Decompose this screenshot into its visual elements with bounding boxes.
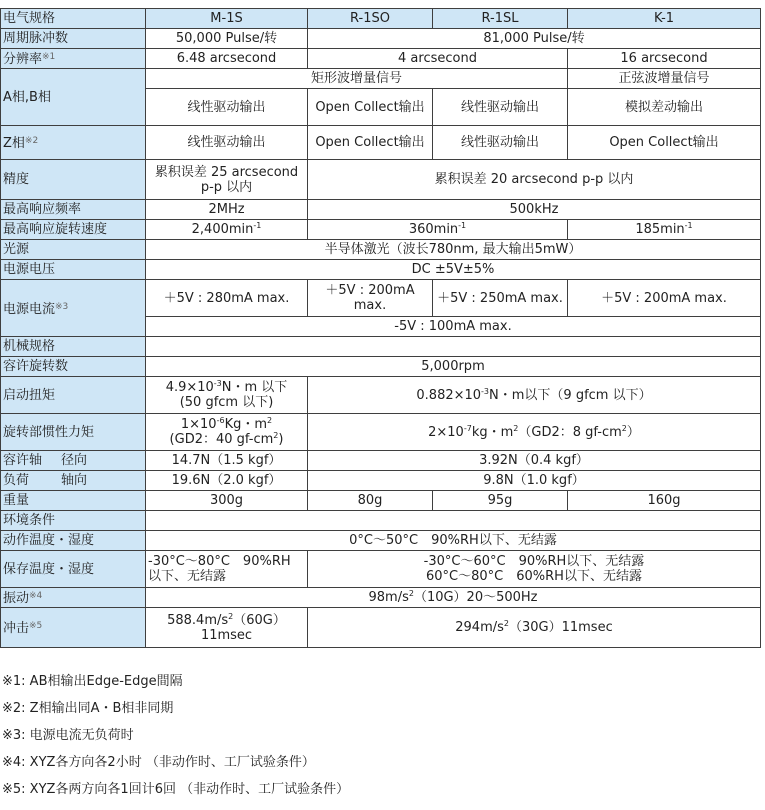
footnote: ※2: Z相输出同A・B相非同期 <box>2 701 174 716</box>
row-label <box>1 126 146 160</box>
table-row <box>1 69 761 89</box>
value-text: 4.9×10 <box>165 380 214 395</box>
cell-value <box>568 220 761 240</box>
table-row <box>1 49 761 69</box>
cell-value: 80g <box>308 491 433 511</box>
row-label: 重量 <box>1 491 146 511</box>
value-text: Kg・m <box>224 417 268 432</box>
label-text: 轴向 <box>61 473 88 488</box>
cell-value: 5,000rpm <box>146 357 761 377</box>
section-row-mechanical <box>1 337 761 357</box>
exponent: 2 <box>503 619 509 628</box>
row-label: 动作温度・湿度 <box>1 531 146 551</box>
exponent: 2 <box>273 431 279 440</box>
footnote: ※3: 电源电流无负荷时 <box>2 728 134 743</box>
value-text: (GD2：40 gf-cm <box>169 432 274 447</box>
table-row <box>1 491 761 511</box>
footnote-mark: ※1 <box>42 52 56 62</box>
cell-value: 500kHz <box>308 200 761 220</box>
footnote-mark: ※4 <box>29 591 43 601</box>
row-label <box>1 280 146 337</box>
value-text: 0.882×10 <box>416 387 482 403</box>
empty-cell <box>146 337 761 357</box>
cell-value: 16 arcsecond <box>568 49 761 69</box>
value-line: -30°C～80°C 90%RH <box>148 554 291 569</box>
label-text: Z相 <box>3 136 25 151</box>
table-row <box>1 377 761 414</box>
exponent: -6 <box>216 416 225 425</box>
row-label <box>1 588 146 608</box>
exponent: -1 <box>684 221 693 230</box>
row-label: 光源 <box>1 240 146 260</box>
footnote: ※1: AB相输出Edge-Edge間隔 <box>2 674 183 689</box>
cell-value <box>308 551 761 588</box>
table-row <box>1 200 761 220</box>
cell-value: 矩形波增量信号 <box>146 69 568 89</box>
value-line: 以下、无结露 <box>148 569 227 584</box>
row-label: 启动扭矩 <box>1 377 146 414</box>
cell-value <box>308 414 761 451</box>
cell-value: 2MHz <box>146 200 308 220</box>
col-header-r1sl: R-1SL <box>433 9 568 29</box>
row-label <box>1 471 146 491</box>
table-row <box>1 160 761 200</box>
footnote: ※5: XYZ各两方向各1回计6回 （非动作时、工厂试验条件） <box>2 782 350 797</box>
cell-value: 81,000 Pulse/转 <box>308 29 761 49</box>
value-text: 98m/s <box>368 590 409 605</box>
cell-value <box>308 377 761 414</box>
value-line: 60°C～80°C 60%RH以下、无结露 <box>426 569 642 584</box>
row-label: 容许旋转数 <box>1 357 146 377</box>
value-line: 11msec <box>200 627 253 643</box>
cell-value: 4 arcsecond <box>308 49 568 69</box>
row-label <box>1 451 146 471</box>
table-row <box>1 126 761 160</box>
value-line <box>148 417 305 432</box>
row-label: 保存温度・湿度 <box>1 551 146 588</box>
footnote-mark: ※2 <box>24 136 39 146</box>
table-row <box>1 608 761 648</box>
table-row <box>1 240 761 260</box>
row-label: A相,B相 <box>1 69 146 126</box>
footnote: ※4: XYZ各方向各2小时 （非动作时、工厂试验条件） <box>2 755 315 770</box>
label-text: 电源电流 <box>3 301 56 317</box>
value-text: 2×10 <box>428 424 464 440</box>
cell-value: 300g <box>146 491 308 511</box>
cell-value <box>308 608 761 648</box>
exponent: -3 <box>213 379 222 388</box>
row-label: 旋转部惯性力矩 <box>1 414 146 451</box>
value-line <box>148 432 305 447</box>
cell-value: 3.92N（0.4 kgf） <box>308 451 761 471</box>
footnotes <box>2 668 762 803</box>
cell-value: 累积误差 25 arcsecond p-p 以内 <box>146 160 308 200</box>
table-row <box>1 551 761 588</box>
cell-value: 线性驱动输出 <box>433 89 568 126</box>
value-line <box>148 613 305 628</box>
cell-value: ＋5V : 280mA max. <box>146 280 308 317</box>
label-text: 容许轴 <box>3 453 43 468</box>
table-row <box>1 29 761 49</box>
exponent: -1 <box>458 221 467 230</box>
cell-value: DC ±5V±5% <box>146 260 761 280</box>
table-row <box>1 220 761 240</box>
cell-value: 线性驱动输出 <box>433 126 568 160</box>
col-header-k1: K-1 <box>568 9 761 29</box>
cell-value: Open Collect输出 <box>308 126 433 160</box>
cell-value: 正弦波增量信号 <box>568 69 761 89</box>
cell-value <box>146 551 308 588</box>
table-row <box>1 414 761 451</box>
value-line: -30°C～60°C 90%RH以下、无结露 <box>423 554 645 569</box>
value-text: 185min <box>635 222 685 237</box>
value-text: 294m/s <box>455 620 504 635</box>
exponent: 2 <box>228 611 234 621</box>
cell-value: 半导体激光（波长780nm, 最大输出5mW） <box>146 240 761 260</box>
section-title-mechanical: 机械规格 <box>1 337 146 357</box>
cell-value: Open Collect输出 <box>308 89 433 126</box>
row-label <box>1 608 146 648</box>
cell-value: 160g <box>568 491 761 511</box>
row-label: 周期脉冲数 <box>1 29 146 49</box>
cell-value <box>146 220 308 240</box>
table-header-row <box>1 9 761 29</box>
exponent: 2 <box>513 423 519 433</box>
value-text: ） <box>626 424 640 440</box>
section-row-environment <box>1 511 761 531</box>
row-label: 最高响应频率 <box>1 200 146 220</box>
row-label: 精度 <box>1 160 146 200</box>
label-text: 负荷 <box>3 473 30 488</box>
cell-value: 模拟差动输出 <box>568 89 761 126</box>
cell-value: 9.8N（1.0 kgf） <box>308 471 761 491</box>
value-text: （GD2：8 gf-cm <box>518 424 622 440</box>
value-text: 2,400min <box>191 222 254 237</box>
row-label: 最高响应旋转速度 <box>1 220 146 240</box>
cell-value: -5V : 100mA max. <box>146 317 761 337</box>
spec-table <box>0 8 761 648</box>
cell-value: 19.6N（2.0 kgf） <box>146 471 308 491</box>
exponent: 2 <box>267 416 273 425</box>
label-text: 振动 <box>3 591 30 606</box>
value-text: （60G） <box>233 612 286 628</box>
label-text: 分辨率 <box>3 52 43 67</box>
cell-value: 累积误差 20 arcsecond p-p 以内 <box>308 160 761 200</box>
table-row <box>1 471 761 491</box>
exponent: 2 <box>621 423 627 433</box>
footnote-mark: ※5 <box>29 621 43 631</box>
table-row <box>1 531 761 551</box>
value-text: ) <box>278 432 284 447</box>
cell-value: ＋5V : 250mA max. <box>433 280 568 317</box>
section-title-environment: 环境条件 <box>1 511 146 531</box>
empty-cell <box>146 511 761 531</box>
cell-value: 线性驱动输出 <box>146 89 308 126</box>
cell-value: 14.7N（1.5 kgf） <box>146 451 308 471</box>
cell-value: 6.48 arcsecond <box>146 49 308 69</box>
col-header-r1so: R-1SO <box>308 9 433 29</box>
footnote-mark: ※3 <box>55 301 69 312</box>
value-line: (50 gfcm 以下) <box>179 395 274 410</box>
cell-value: ＋5V : 200mA max. <box>568 280 761 317</box>
cell-value <box>146 414 308 451</box>
table-row <box>1 357 761 377</box>
exponent: -1 <box>253 221 262 230</box>
value-text: 1×10 <box>180 417 217 432</box>
cell-value <box>146 377 308 414</box>
cell-value <box>146 588 761 608</box>
row-label <box>1 49 146 69</box>
value-text: kg・m <box>471 424 514 440</box>
cell-value: 95g <box>433 491 568 511</box>
row-label: 电源电压 <box>1 260 146 280</box>
value-text: 360min <box>408 222 459 237</box>
cell-value: 线性驱动输出 <box>146 126 308 160</box>
cell-value: Open Collect输出 <box>568 126 761 160</box>
cell-value <box>308 220 568 240</box>
table-row <box>1 260 761 280</box>
value-text: N・m 以下 <box>221 380 288 395</box>
section-title-electrical: 电气规格 <box>1 9 146 29</box>
exponent: -3 <box>481 386 490 396</box>
value-text: 588.4m/s <box>167 612 229 628</box>
cell-value <box>146 608 308 648</box>
label-text: 冲击 <box>3 621 30 636</box>
cell-value: 50,000 Pulse/转 <box>146 29 308 49</box>
value-text: （30G）11msec <box>508 620 613 635</box>
col-header-m1s: M-1S <box>146 9 308 29</box>
value-line <box>148 380 305 395</box>
exponent: -7 <box>463 423 472 433</box>
value-text: N・m以下（9 gfcm 以下） <box>489 387 652 403</box>
exponent: 2 <box>408 589 414 598</box>
label-text: 径向 <box>61 453 88 468</box>
value-text: （10G）20～500Hz <box>413 590 538 605</box>
cell-value: ＋5V : 200mA max. <box>308 280 433 317</box>
table-row <box>1 451 761 471</box>
table-row <box>1 588 761 608</box>
table-row <box>1 280 761 317</box>
cell-value: 0°C～50°C 90%RH以下、无结露 <box>146 531 761 551</box>
